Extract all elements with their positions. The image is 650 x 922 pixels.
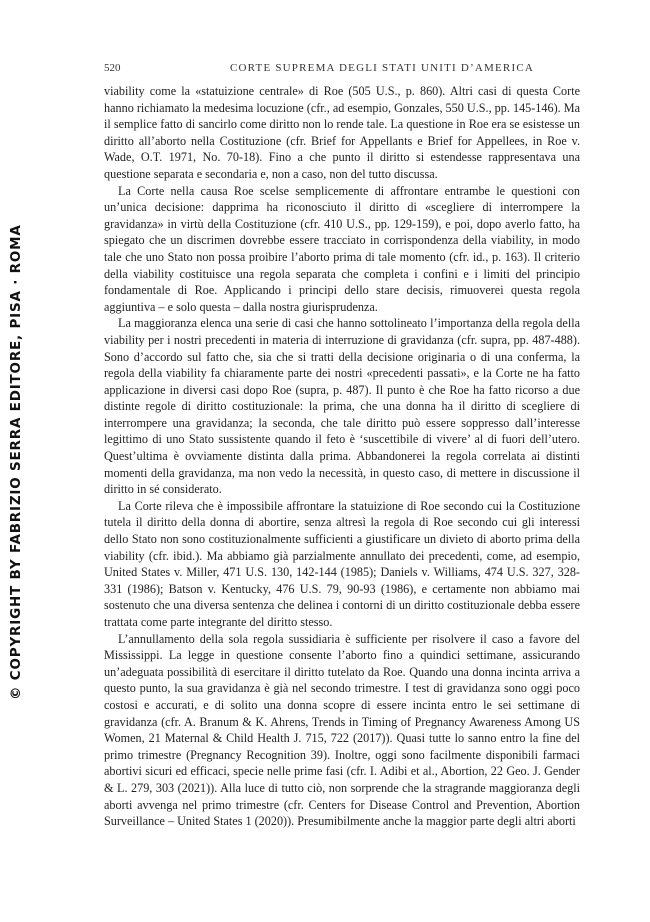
body-text: [104, 83, 580, 830]
paragraph: viability come la «statuizione centrale» di Roe (505 U.S., p. 860). Altri casi di questa Corte hanno richiamato la medesima locuzione (cfr., ad esempio, Gonzales, 550 U.S., pp. 145-146). Ma il semplice fatto di sancirlo come diritto non lo rende tale. La questione in Roe era se esistesse un diritto all’aborto nella Costituzione (cfr. Brief for Appellants e Brief for Appellees, in Roe v. Wade, O.T. 1971, No. 70-18). Fino a che punto il diritto si estendesse rappresentava una questione separata e secondaria e, non a caso, non del tutto discussa.: [104, 84, 580, 181]
paragraph: La Corte nella causa Roe scelse semplicemente di affrontare entrambe le questioni con un’unica decisione: dapprima ha riconosciuto il diritto di «scegliere di interrompere la gravidanza» in virtù della Costituzione (cfr. 410 U.S., pp. 129-159), e poi, dopo averlo fatto, ha spiegato che un discrimen dovrebbe essere tracciato in corrispondenza della viability, in modo tale che uno Stato non possa proibire l’aborto prima di tale momento (cfr. id., p. 163). Il criterio della viability costituisce una regola separata che completa i confini e i limiti del principio fondamentale di Roe. Applicando i principi dello stare decisis, rimuoverei questa regola aggiuntiva – e solo questa – dalla nostra giurisprudenza.: [104, 183, 580, 314]
paragraph: La maggioranza elenca una serie di casi che hanno sottolineato l’importanza della regola della viability per i nostri precedenti in materia di interruzione di gravidanza (cfr. supra, pp. 487-488). Sono d’accordo sul fatto che, sia che si tratti della decisione originaria o di una conferma, la regola della viability fa chiaramente parte dei nostri «precedenti passati», e la Corte ne ha fatto applicazione in diversi casi dopo Roe (supra, p. 487). Il punto è che Roe ha fatto ricorso a due distinte regole di diritto costituzionale: la prima, che una donna ha il diritto di scegliere di interrompere una gravidanza; la seconda, che tale diritto può essere soppresso dall’interesse legittimo di uno Stato sussistente quando il feto è ‘suscettibile di vivere’ al di fuori dell’utero. Quest’ultima è ovviamente distinta dalla prima. Abbandonerei la regola correlata ai distinti momenti della gravidanza, ma non vedo la necessità, in questo caso, di mettere in discussione il diritto in sé considerato.: [104, 316, 580, 497]
paragraph: La Corte rileva che è impossibile affrontare la statuizione di Roe secondo cui la Costituzione tutela il diritto della donna di abortire, senza altresì la regola di Roe secondo cui gli interessi dello Stato non sono costituzionalmente sufficienti a giustificare un divieto di aborto prima della viability (cfr. ibid.). Ma abbiamo già parzialmente annullato dei precedenti, come, ad esempio, United States v. Miller, 471 U.S. 130, 142-144 (1985); Daniels v. Williams, 474 U.S. 327, 328-331 (1986); Batson v. Kentucky, 476 U.S. 79, 90-93 (1986), e certamente non abbiamo mai sostenuto che una diversa sentenza che delinea i contorni di un diritto costituzionale debba essere trattata come parte integrante del diritto stesso.: [104, 498, 580, 629]
copyright-notice: © COPYRIGHT BY FABRIZIO SERRA EDITORE, PISA · ROMA: [8, 224, 24, 700]
page-header: [104, 60, 580, 76]
paragraph: L’annullamento della sola regola sussidiaria è sufficiente per risolvere il caso a favore del Mississippi. La legge in questione consente l’aborto fino a quindici settimane, assicurando un’adeguata possibilità di esercitare il diritto tutelato da Roe. Quando una donna incinta arriva a questo punto, la sua gravidanza è già nel secondo trimestre. I test di gravidanza sono oggi poco costosi e accurati, e di solito una donna scopre di essere incinta entro le sei settimane di gravidanza (cfr. A. Branum & K. Ahrens, Trends in Timing of Pregnancy Awareness Among US Women, 21 Maternal & Child Health J. 715, 722 (2017)). Quasi tutte lo sanno entro la fine del primo trimestre (Pregnancy Recognition 39). Inoltre, oggi sono facilmente disponibili farmaci abortivi sicuri ed efficaci, specie nelle prime fasi (cfr. I. Adibi et al., Abortion, 22 Geo. J. Gender & L. 279, 303 (2021)). Alla luce di tutto ciò, non sorprende che la stragrande maggioranza degli aborti avvenga nel primo trimestre (cfr. Centers for Disease Control and Prevention, Abortion Surveillance – United States 1 (2020)). Presumibilmente anche la maggior parte degli altri aborti: [104, 631, 580, 829]
page-number: 520: [104, 62, 121, 74]
running-title: CORTE SUPREMA DEGLI STATI UNITI D’AMERICA: [229, 62, 534, 74]
